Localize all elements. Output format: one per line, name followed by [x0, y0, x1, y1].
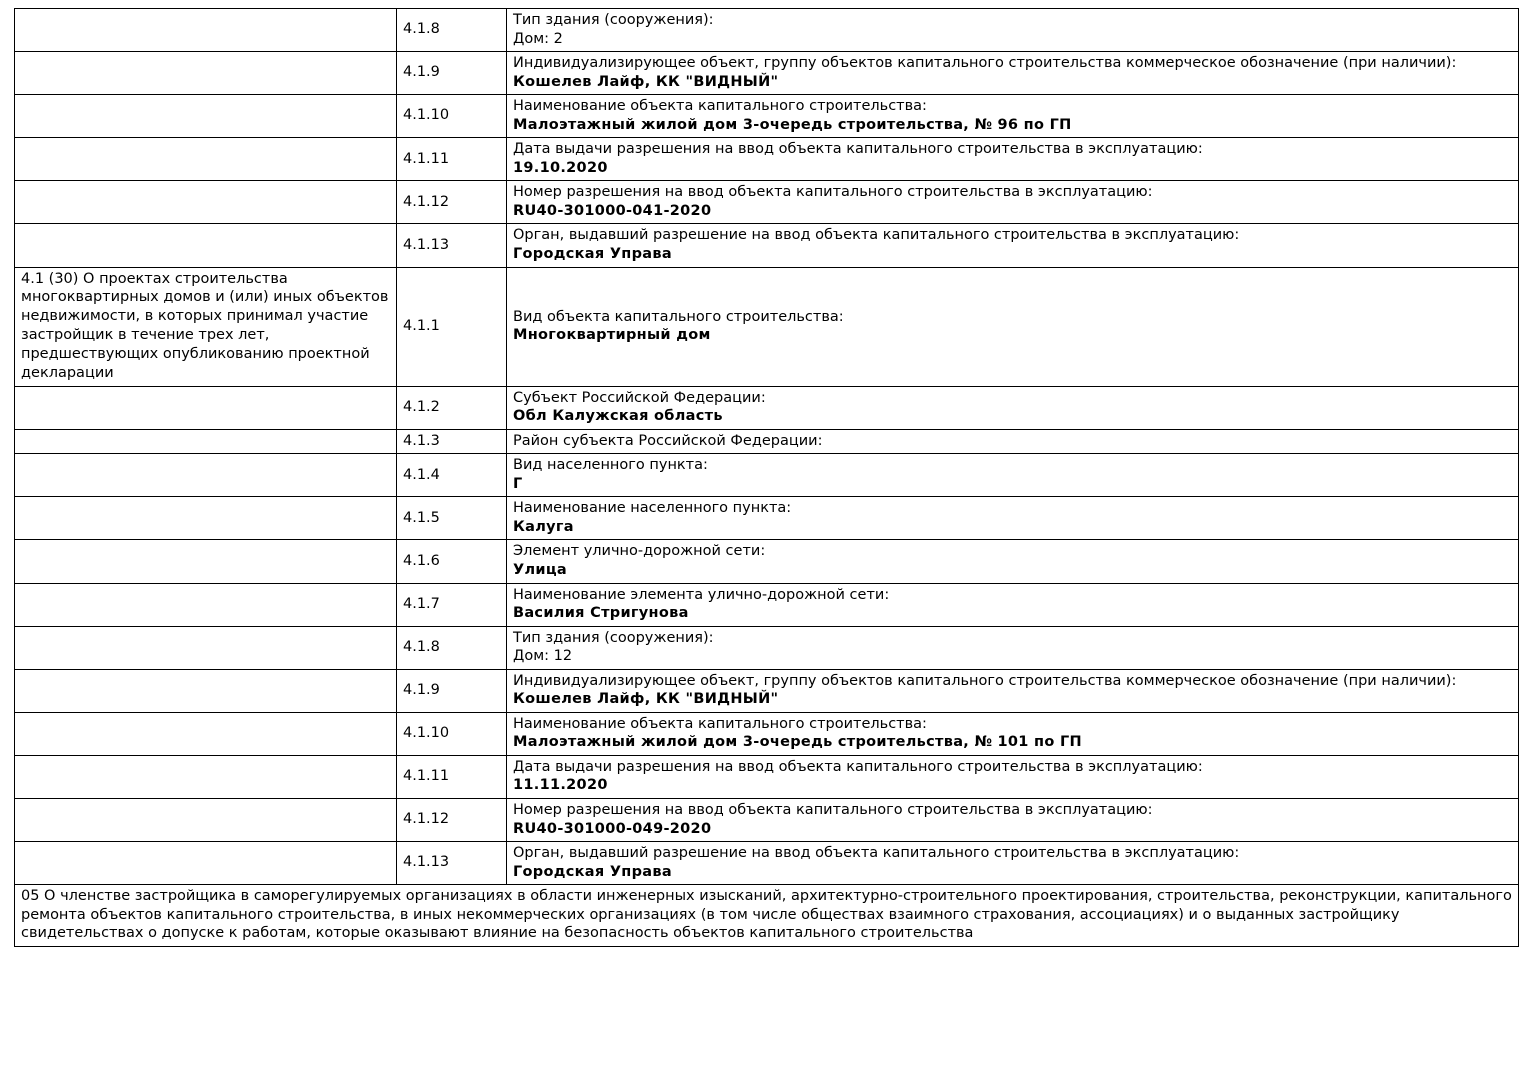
section-title-cell [15, 669, 397, 712]
section-title-cell [15, 583, 397, 626]
field-label: Номер разрешения на ввод объекта капитального строительства в эксплуатацию: [513, 184, 1153, 201]
field-value: Городская Управа [513, 863, 672, 880]
field-value: Многоквартирный дом [513, 327, 711, 344]
table-row [15, 138, 1519, 181]
table-row [15, 583, 1519, 626]
table-row [15, 386, 1519, 429]
field-value: Г [513, 475, 523, 492]
field-label: Наименование объекта капитального строительства: [513, 98, 927, 115]
field-value-cell [507, 181, 1519, 224]
field-value: Обл Калужская область [513, 408, 723, 425]
table-row [15, 52, 1519, 95]
field-label: Наименование населенного пункта: [513, 500, 792, 517]
field-value-cell [507, 95, 1519, 138]
field-value-cell [507, 454, 1519, 497]
field-value-cell [507, 799, 1519, 842]
field-code-cell: 4.1.8 [397, 9, 507, 52]
field-value: 19.10.2020 [513, 159, 608, 176]
field-label: Наименование элемента улично-дорожной сети: [513, 586, 890, 603]
field-label: Район субъекта Российской Федерации: [513, 432, 823, 449]
field-label: Вид объекта капитального строительства: [513, 308, 844, 325]
table-row [15, 842, 1519, 885]
field-value-cell [507, 497, 1519, 540]
field-label: Дата выдачи разрешения на ввод объекта капитального строительства в эксплуатацию: [513, 141, 1203, 158]
table-row [15, 626, 1519, 669]
field-value-cell [507, 712, 1519, 755]
field-value: RU40-301000-049-2020 [513, 820, 712, 837]
field-value-cell [507, 583, 1519, 626]
table-row [15, 224, 1519, 267]
field-value: Дом: 2 [513, 30, 563, 47]
section-title-cell [15, 454, 397, 497]
field-label: Тип здания (сооружения): [513, 12, 714, 28]
section-title-cell [15, 799, 397, 842]
field-code-cell: 4.1.2 [397, 386, 507, 429]
section-title-cell [15, 52, 397, 95]
field-value: Кошелев Лайф, КК "ВИДНЫЙ" [513, 73, 779, 90]
section-footer-text: 05 О членстве застройщика в саморегулируемых организациях в области инженерных изысканий, архитектурно-строительного проектирования, строительства, реконструкции, капитального ремонта объектов капитального строительства, в иных некоммерческих организациях (в том числе обществах взаимного страхования, ассоциациях) и о выданных застройщику свидетельствах о допуске к работам, которые оказывают влияние на безопасность объектов капитального строительства [15, 885, 1519, 947]
field-value: Малоэтажный жилой дом 3-очередь строительства, № 101 по ГП [513, 734, 1082, 751]
table-row-footer [15, 885, 1519, 947]
field-code-cell: 4.1.12 [397, 181, 507, 224]
field-label: Субъект Российской Федерации: [513, 389, 766, 406]
field-code-cell: 4.1.7 [397, 583, 507, 626]
field-code-cell: 4.1.9 [397, 669, 507, 712]
field-code-cell: 4.1.11 [397, 755, 507, 798]
field-value: Улица [513, 562, 567, 578]
field-code-cell: 4.1.5 [397, 497, 507, 540]
field-value-cell [507, 429, 1519, 454]
table-row [15, 429, 1519, 454]
field-label: Наименование объекта капитального строительства: [513, 715, 927, 732]
field-value: Малоэтажный жилой дом 3-очередь строительства, № 96 по ГП [513, 116, 1072, 133]
field-label: Орган, выдавший разрешение на ввод объекта капитального строительства в эксплуатацию: [513, 227, 1240, 244]
table-row [15, 755, 1519, 798]
table-row [15, 712, 1519, 755]
field-value: Городская Управа [513, 246, 672, 263]
table-row [15, 669, 1519, 712]
section-title-cell [15, 95, 397, 138]
field-label: Номер разрешения на ввод объекта капитального строительства в эксплуатацию: [513, 802, 1153, 819]
section-title-cell [15, 138, 397, 181]
section-title-cell [15, 712, 397, 755]
field-label: Элемент улично-дорожной сети: [513, 543, 766, 560]
field-code-cell: 4.1.12 [397, 799, 507, 842]
field-code-cell: 4.1.9 [397, 52, 507, 95]
field-code-cell: 4.1.3 [397, 429, 507, 454]
table-row [15, 9, 1519, 52]
field-value: RU40-301000-041-2020 [513, 202, 712, 219]
section-title-cell [15, 497, 397, 540]
table-row [15, 799, 1519, 842]
section-title-cell [15, 224, 397, 267]
field-code-cell: 4.1.10 [397, 95, 507, 138]
section-title-cell [15, 181, 397, 224]
field-label: Индивидуализирующее объект, группу объектов капитального строительства коммерческое обозначение (при наличии): [513, 55, 1457, 72]
field-code-cell: 4.1.1 [397, 267, 507, 386]
section-title-cell [15, 386, 397, 429]
field-value-cell [507, 52, 1519, 95]
field-value-cell [507, 9, 1519, 52]
field-value-cell [507, 224, 1519, 267]
field-value-cell [507, 540, 1519, 583]
field-value: Василия Стригунова [513, 605, 689, 622]
section-title-text: 4.1 (30) О проектах строительства многоквартирных домов и (или) иных объектов недвижимости, в которых принимал участие застройщик в течение трех лет, предшествующих опубликованию проектной декларации [21, 270, 389, 381]
field-value-cell [507, 138, 1519, 181]
field-label: Индивидуализирующее объект, группу объектов капитального строительства коммерческое обозначение (при наличии): [513, 672, 1457, 689]
section-title-cell [15, 626, 397, 669]
field-value: Калуга [513, 518, 574, 535]
table-row [15, 267, 1519, 386]
field-label: Дата выдачи разрешения на ввод объекта капитального строительства в эксплуатацию: [513, 758, 1203, 775]
field-code-cell: 4.1.13 [397, 842, 507, 885]
field-value-cell [507, 842, 1519, 885]
field-code-cell: 4.1.10 [397, 712, 507, 755]
table-row [15, 454, 1519, 497]
field-value-cell [507, 755, 1519, 798]
field-value: Дом: 12 [513, 648, 573, 665]
section-title-cell [15, 755, 397, 798]
table-row [15, 181, 1519, 224]
field-label: Тип здания (сооружения): [513, 629, 714, 646]
section-title-cell [15, 429, 397, 454]
field-code-cell: 4.1.6 [397, 540, 507, 583]
section-title-cell [15, 267, 397, 386]
table-row [15, 540, 1519, 583]
field-code-cell: 4.1.13 [397, 224, 507, 267]
table-row [15, 497, 1519, 540]
field-value: 11.11.2020 [513, 777, 608, 794]
field-value-cell [507, 626, 1519, 669]
field-value-cell [507, 669, 1519, 712]
section-title-cell [15, 9, 397, 52]
field-value: Кошелев Лайф, КК "ВИДНЫЙ" [513, 691, 779, 708]
field-code-cell: 4.1.4 [397, 454, 507, 497]
project-declaration-table [14, 8, 1519, 947]
table-body [15, 9, 1519, 947]
field-code-cell: 4.1.8 [397, 626, 507, 669]
field-value-cell [507, 267, 1519, 386]
section-title-cell [15, 842, 397, 885]
field-value-cell [507, 386, 1519, 429]
section-title-cell [15, 540, 397, 583]
table-row [15, 95, 1519, 138]
field-label: Вид населенного пункта: [513, 457, 708, 474]
field-code-cell: 4.1.11 [397, 138, 507, 181]
field-label: Орган, выдавший разрешение на ввод объекта капитального строительства в эксплуатацию: [513, 845, 1240, 862]
